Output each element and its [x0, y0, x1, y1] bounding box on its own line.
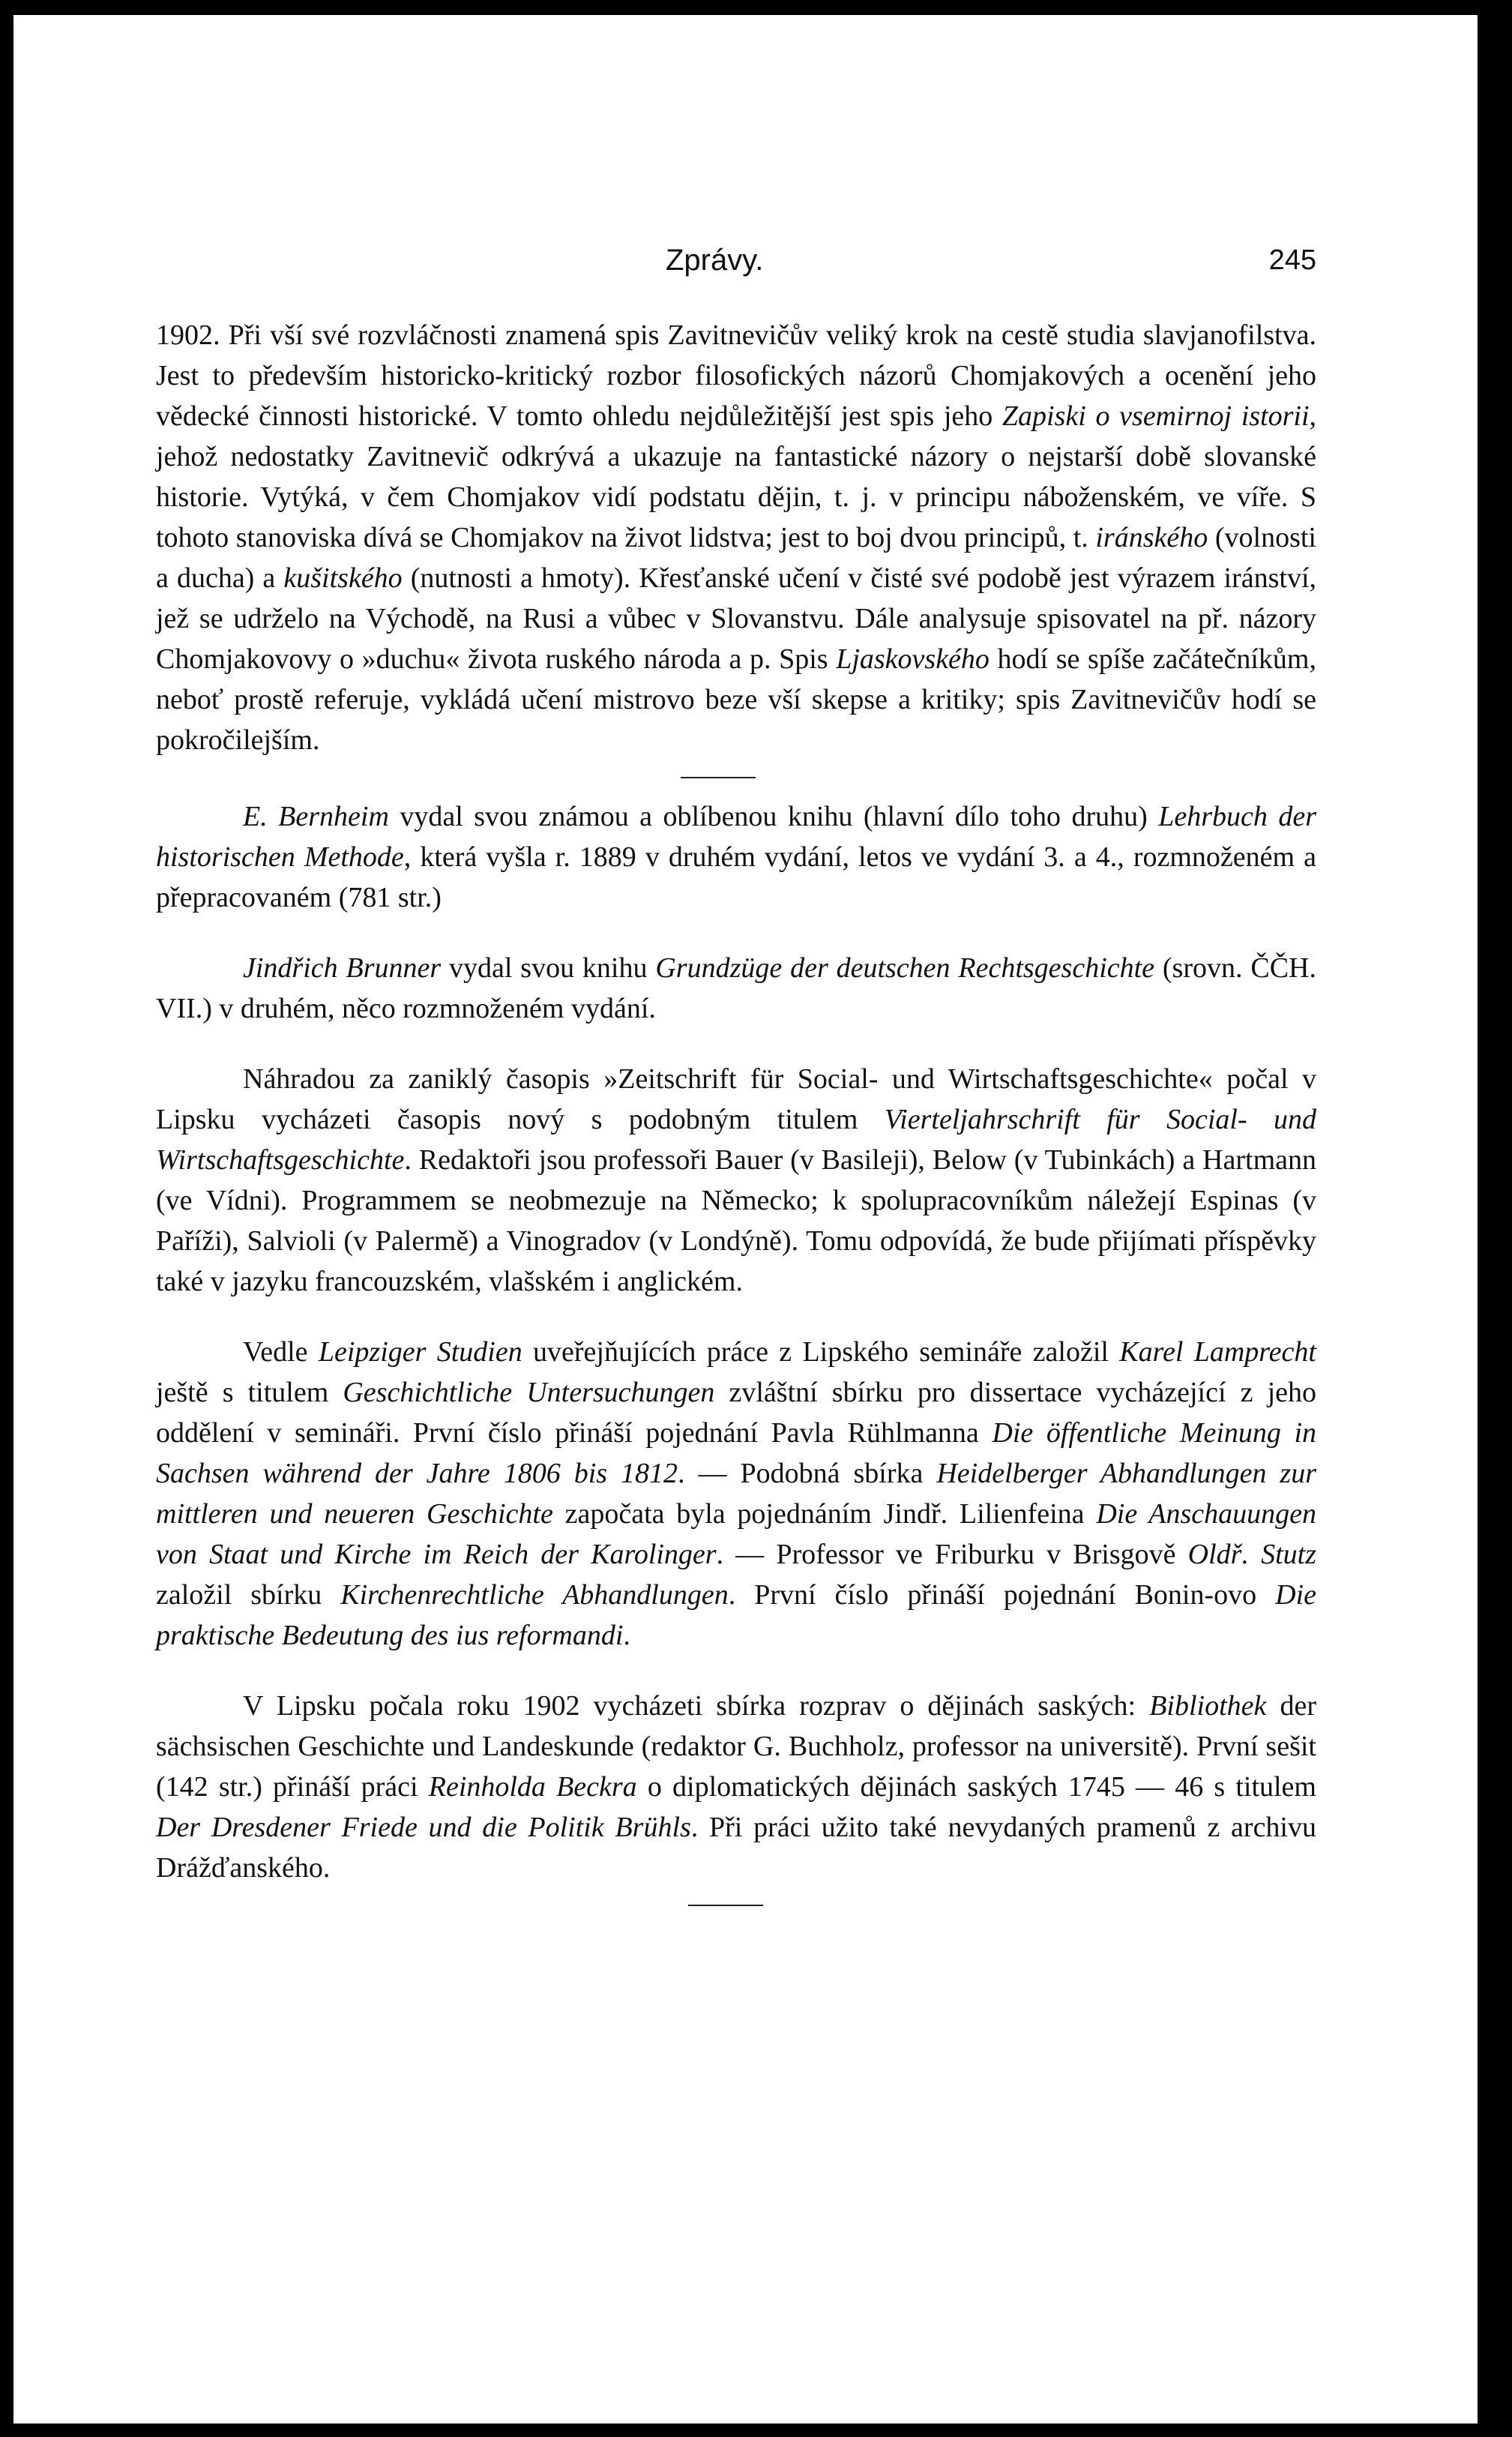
page-content: [156, 240, 1316, 1924]
paragraph-bernheim: E. Bernheim vydal svou známou a oblíbenou knihu (hlavní dílo toho druhu) Lehrbuch der historischen Methode, která vyšla r. 1889 v druhém vydání, letos ve vydání 3. a 4., rozmnoženém a přepracovaném (781 str.): [156, 801, 1316, 913]
paragraph-gap: [156, 1656, 1316, 1686]
paragraph-saxon-library: V Lipsku počala roku 1902 vycházeti sbírka rozprav o dějinách saských: Bibliothek der sächsischen Geschichte und Landeskunde (redaktor G. Buchholz, professor na universitě). První sešit (142 str.) přináší práci Reinholda Beckra o diplomatických dějinách saských 1745 — 46 s titulem Der Dresdener Friede und die Politik Brühls. Při práci užito také nevydaných pramenů z archivu Drážďanského.: [156, 1690, 1316, 1884]
running-title: Zprávy.: [666, 244, 764, 277]
paragraph-leipzig-series: Vedle Leipziger Studien uveřejňujících práce z Lipského semináře založil Karel Lamprecht ještě s titulem Geschichtliche Untersuchungen zvláštní sbírku pro dissertace vycházející z jeho oddělení v semináři. První číslo přináší pojednání Pavla Rühlmanna Die öffentliche Meinung in Sachsen während der Jahre 1806 bis 1812. — Podobná sbírka Heidelberger Abhandlungen zur mittleren und neueren Geschichte započata byla pojednáním Jindř. Lilienfeina Die Anschauungen von Staat und Kirche im Reich der Karolinger. — Professor ve Friburku v Brisgově Oldř. Stutz založil sbírku Kirchenrechtliche Abhandlungen. První číslo přináší pojednání Bonin-ovo Die praktische Bedeutung des ius reformandi.: [156, 1336, 1317, 1651]
paragraph-gap: [156, 1302, 1316, 1332]
running-header: [156, 240, 1316, 285]
paragraph-gap: [156, 918, 1316, 948]
section-separator: [681, 777, 756, 778]
paragraph-zavitnevic-review: 1902. Při vší své rozvláčnosti znamená spis Zavitnevičův veliký krok na cestě studia slavjanofilstva. Jest to především historicko-kritický rozbor filosofických názorů Chomjakových a ocenění jeho vědecké činnosti historické. V tomto ohledu nejdůležitější jest spis jeho Zapiski o vsemirnoj istorii, jehož nedostatky Zavitnevič odkrývá a ukazuje na fantastické názory o nejstarší době slovanské historie. Vytýká, v čem Chomjakov vidí podstatu dějin, t. j. v principu náboženském, ve víře. S tohoto stanoviska dívá se Chomjakov na život lidstva; jest to boj dvou principů, t. iránského (volnosti a ducha) a kušitského (nutnosti a hmoty). Křesťanské učení v čisté své podobě jest výrazem iránství, jež se udrželo na Východě, na Rusi a vůbec v Slovanstvu. Dále analysuje spisovatel na př. názory Chomjakovovy o »duchu« života ruského národa a p. Spis Ljaskovského hodí se spíše začátečníkům, neboť prostě referuje, vykládá učení mistrovo beze vší skepse a kritiky; spis Zavitnevičův hodí se pokročilejším.: [156, 319, 1317, 756]
page-sheet: [13, 15, 1478, 2424]
paragraph-brunner: Jindřich Brunner vydal svou knihu Grundzüge der deutschen Rechtsgeschichte (srovn. ČČH. VII.) v druhém, něco rozmnoženém vydání.: [156, 952, 1316, 1024]
paragraph-vierteljahrschrift: Náhradou za zaniklý časopis »Zeitschrift für Social- und Wirtschaftsgeschichte« počal v Lipsku vycházeti časopis nový s podobným titulem Vierteljahrschrift für Social- und Wirtschaftsgeschichte. Redaktoři jsou professoři Bauer (v Basileji), Below (v Tubinkách) a Hartmann (ve Vídni). Programmem se neobmezuje na Německo; k spolupracovníkům náležejí Espinas (v Paříži), Salvioli (v Palermě) a Vinogradov (v Londýně). Tomu odpovídá, že bude přijímati příspěvky také v jazyku francouzském, vlašském i anglickém.: [156, 1063, 1316, 1297]
section-separator: [688, 1905, 763, 1906]
paragraph-gap: [156, 1029, 1316, 1059]
page-number: 245: [1268, 244, 1316, 276]
